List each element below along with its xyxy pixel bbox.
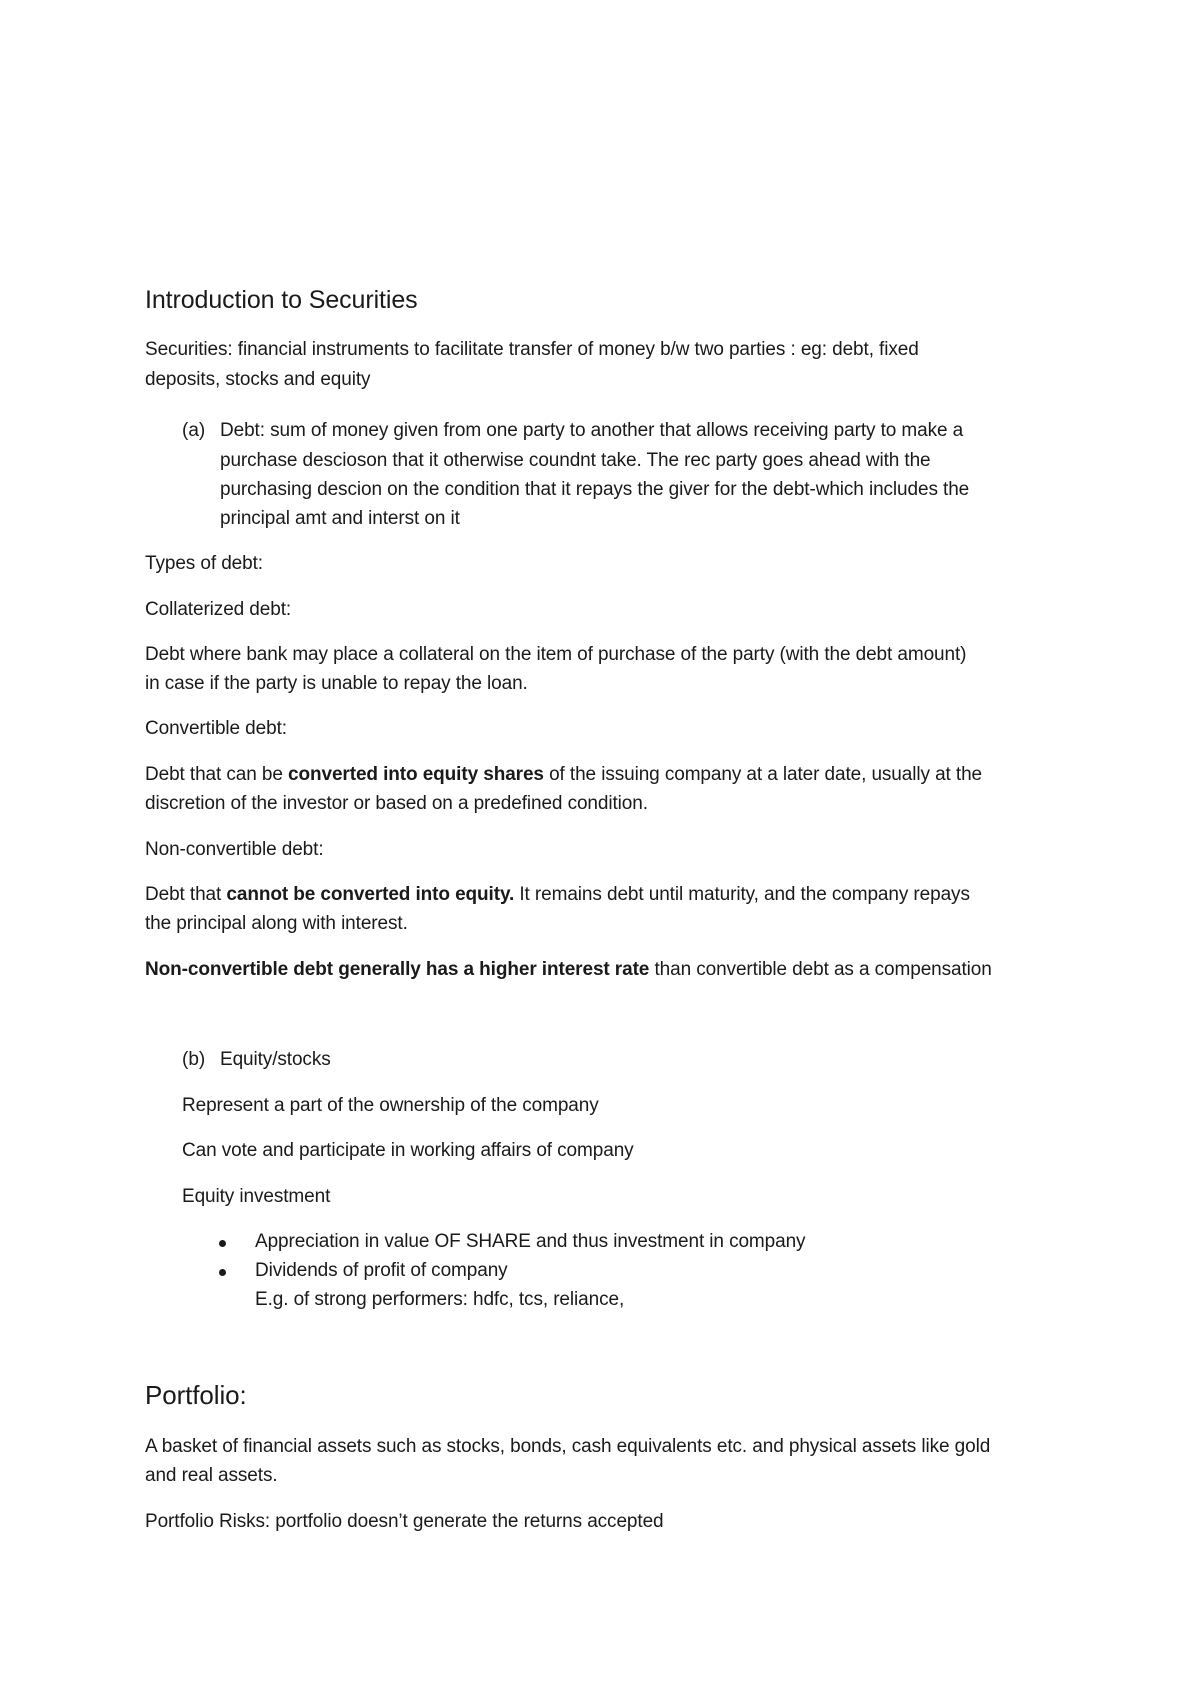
convertible-debt-heading: Convertible debt:	[145, 718, 287, 739]
interest-rate-comparison: Non-convertible debt generally has a higher interest rate than convertible debt as a compensation	[145, 959, 992, 980]
equity-investment-heading: Equity investment	[182, 1186, 331, 1207]
list-item: Appreciation in value OF SHARE and thus investment in company	[255, 1231, 806, 1252]
equity-line: Represent a part of the ownership of the company	[182, 1095, 599, 1116]
list-label-b: (b)	[182, 1049, 206, 1070]
debt-definition-line: purchasing descion on the condition that it repays the giver for the debt-which includes the	[220, 479, 970, 500]
convertible-debt-line: discretion of the investor or based on a predefined condition.	[145, 793, 648, 814]
list-label-a: (a)	[182, 420, 206, 441]
nonconvertible-debt-line: the principal along with interest.	[145, 913, 408, 934]
portfolio-definition-line: A basket of financial assets such as stocks, bonds, cash equivalents etc. and physical assets like gold	[145, 1436, 991, 1457]
debt-definition-line: purchase descioson that it otherwise coundnt take. The rec party goes ahead with the	[220, 450, 931, 471]
collateral-debt-line: Debt where bank may place a collateral on the item of purchase of the party (with the debt amount)	[145, 644, 967, 665]
securities-definition-line: deposits, stocks and equity	[145, 369, 371, 390]
example-line: E.g. of strong performers: hdfc, tcs, reliance,	[255, 1289, 625, 1310]
list-item: Dividends of profit of company	[255, 1260, 508, 1281]
bullet-icon	[219, 1269, 226, 1276]
section-title-portfolio: Portfolio:	[145, 1380, 247, 1410]
nonconvertible-debt-heading: Non-convertible debt:	[145, 839, 324, 860]
collateral-debt-line: in case if the party is unable to repay the loan.	[145, 673, 528, 694]
bullet-icon	[219, 1240, 226, 1247]
section-title-securities: Introduction to Securities	[145, 286, 418, 314]
debt-definition-line: principal amt and interst on it	[220, 508, 460, 529]
convertible-debt-line: Debt that can be converted into equity shares of the issuing company at a later date, usually at the	[145, 764, 983, 785]
portfolio-definition-line: and real assets.	[145, 1465, 278, 1486]
securities-definition-line: Securities: financial instruments to facilitate transfer of money b/w two parties : eg: debt, fixed	[145, 339, 919, 360]
nonconvertible-debt-line: Debt that cannot be converted into equity. It remains debt until maturity, and the company repays	[145, 884, 970, 905]
debt-definition-line: Debt: sum of money given from one party to another that allows receiving party to make a	[220, 420, 964, 441]
equity-line: Can vote and participate in working affairs of company	[182, 1140, 634, 1161]
portfolio-risks-line: Portfolio Risks: portfolio doesn’t generate the returns accepted	[145, 1511, 664, 1532]
equity-heading: Equity/stocks	[220, 1049, 331, 1070]
types-of-debt-heading: Types of debt:	[145, 553, 263, 574]
collateral-debt-heading: Collaterized debt:	[145, 599, 292, 620]
